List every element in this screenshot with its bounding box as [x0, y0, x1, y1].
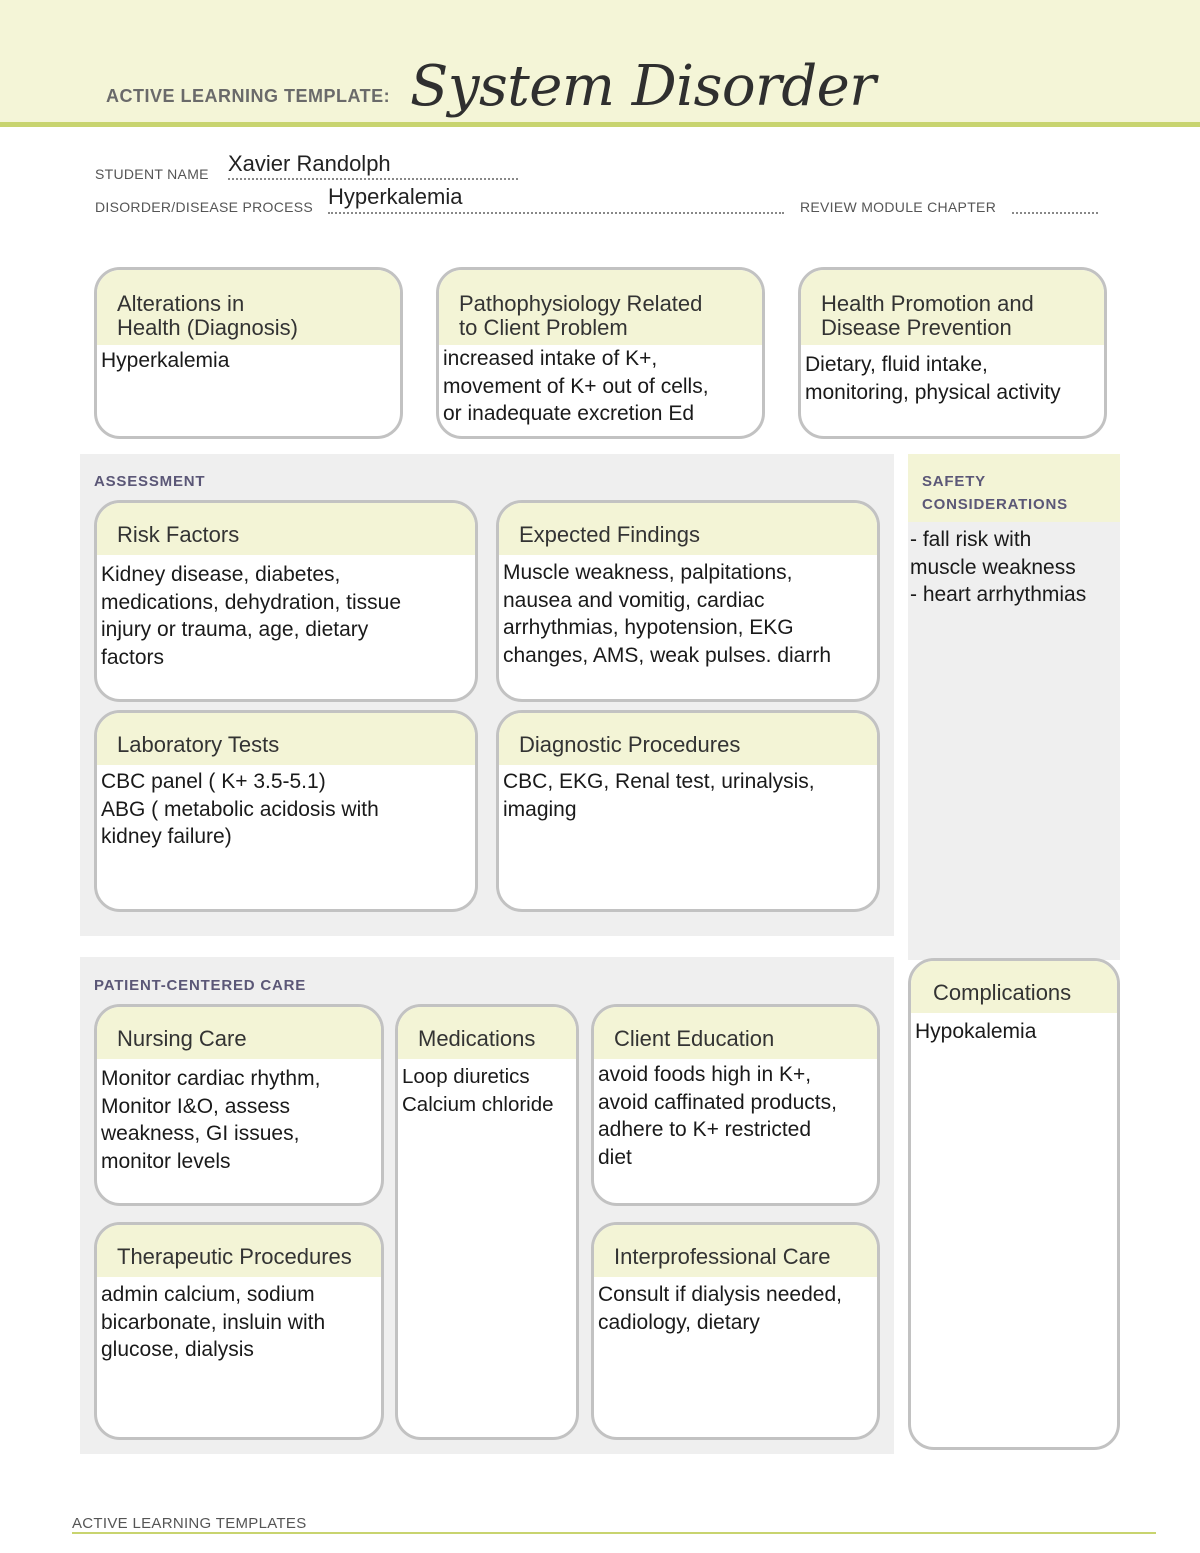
safety-body[interactable]: - fall risk with muscle weakness - heart arrhythmias — [910, 528, 1087, 606]
pathophysiology-title: Pathophysiology Related to Client Problem — [439, 270, 762, 345]
assessment-label: ASSESSMENT — [94, 473, 206, 490]
complications-body[interactable]: Hypokalemia — [915, 1020, 1037, 1043]
client-education-body[interactable]: avoid foods high in K+, avoid caffinated products, adhere to K+ restricted diet — [598, 1063, 837, 1169]
health-promotion-body[interactable]: Dietary, fluid intake, monitoring, physical activity — [805, 353, 1061, 404]
header-rule — [0, 122, 1200, 127]
laboratory-tests-body[interactable]: CBC panel ( K+ 3.5-5.1) ABG ( metabolic acidosis with kidney failure) — [101, 770, 379, 848]
health-promotion-box — [798, 267, 1107, 439]
risk-factors-title: Risk Factors — [97, 503, 475, 555]
alterations-title: Alterations in Health (Diagnosis) — [97, 270, 400, 345]
safety-header — [908, 454, 1120, 522]
nursing-care-title: Nursing Care — [97, 1007, 381, 1059]
laboratory-tests-box — [94, 710, 478, 912]
medications-body[interactable]: Loop diuretics Calcium chloride — [402, 1065, 554, 1116]
alterations-box — [94, 267, 403, 439]
nursing-care-box — [94, 1004, 384, 1206]
expected-findings-body[interactable]: Muscle weakness, palpitations, nausea and vomitig, cardiac arrhythmias, hypotension, EKG changes, AMS, weak pulses. diarrh — [503, 561, 832, 667]
therapeutic-procedures-title: Therapeutic Procedures — [97, 1225, 381, 1277]
therapeutic-procedures-box — [94, 1222, 384, 1440]
disorder-line — [328, 212, 784, 214]
alterations-body[interactable]: Hyperkalemia — [101, 349, 230, 372]
nursing-care-body[interactable]: Monitor cardiac rhythm, Monitor I&O, assess weakness, GI issues, monitor levels — [101, 1067, 321, 1173]
therapeutic-procedures-body[interactable]: admin calcium, sodium bicarbonate, insluin with glucose, dialysis — [101, 1283, 326, 1361]
complications-title: Complications — [911, 961, 1117, 1013]
student-name-label: STUDENT NAME — [95, 166, 209, 182]
medications-box — [395, 1004, 579, 1440]
footer-label: ACTIVE LEARNING TEMPLATES — [72, 1515, 307, 1532]
interprofessional-care-body[interactable]: Consult if dialysis needed, cadiology, dietary — [598, 1283, 842, 1334]
student-name-value[interactable]: Xavier Randolph — [228, 151, 391, 176]
footer-rule — [72, 1532, 1156, 1534]
expected-findings-title: Expected Findings — [499, 503, 877, 555]
template-label: ACTIVE LEARNING TEMPLATE: — [106, 86, 391, 106]
interprofessional-care-box — [591, 1222, 880, 1440]
medications-title: Medications — [398, 1007, 576, 1059]
diagnostic-procedures-title: Diagnostic Procedures — [499, 713, 877, 765]
safety-title: SAFETY CONSIDERATIONS — [922, 473, 1068, 513]
expected-findings-box — [496, 500, 880, 702]
student-name-line — [228, 178, 518, 180]
interprofessional-care-title: Interprofessional Care — [594, 1225, 877, 1277]
disorder-label: DISORDER/DISEASE PROCESS — [95, 199, 314, 215]
pathophysiology-body[interactable]: increased intake of K+, movement of K+ out of cells, or inadequate excretion Ed — [443, 347, 709, 425]
risk-factors-box — [94, 500, 478, 702]
pathophysiology-box — [436, 267, 765, 439]
health-promotion-title: Health Promotion and Disease Prevention — [801, 270, 1104, 345]
complications-box — [908, 958, 1120, 1450]
review-module-label: REVIEW MODULE CHAPTER — [800, 199, 997, 215]
risk-factors-body[interactable]: Kidney disease, diabetes, medications, dehydration, tissue injury or trauma, age, dietary factors — [101, 563, 401, 669]
safety-section — [908, 454, 1120, 960]
diagnostic-procedures-body[interactable]: CBC, EKG, Renal test, urinalysis, imaging — [503, 770, 815, 821]
patient-care-label: PATIENT-CENTERED CARE — [94, 977, 307, 994]
review-module-line[interactable] — [1012, 212, 1098, 214]
client-education-box — [591, 1004, 880, 1206]
diagnostic-procedures-box — [496, 710, 880, 912]
disorder-value[interactable]: Hyperkalemia — [328, 184, 463, 209]
template-title: System Disorder — [410, 54, 876, 119]
client-education-title: Client Education — [594, 1007, 877, 1059]
laboratory-tests-title: Laboratory Tests — [97, 713, 475, 765]
